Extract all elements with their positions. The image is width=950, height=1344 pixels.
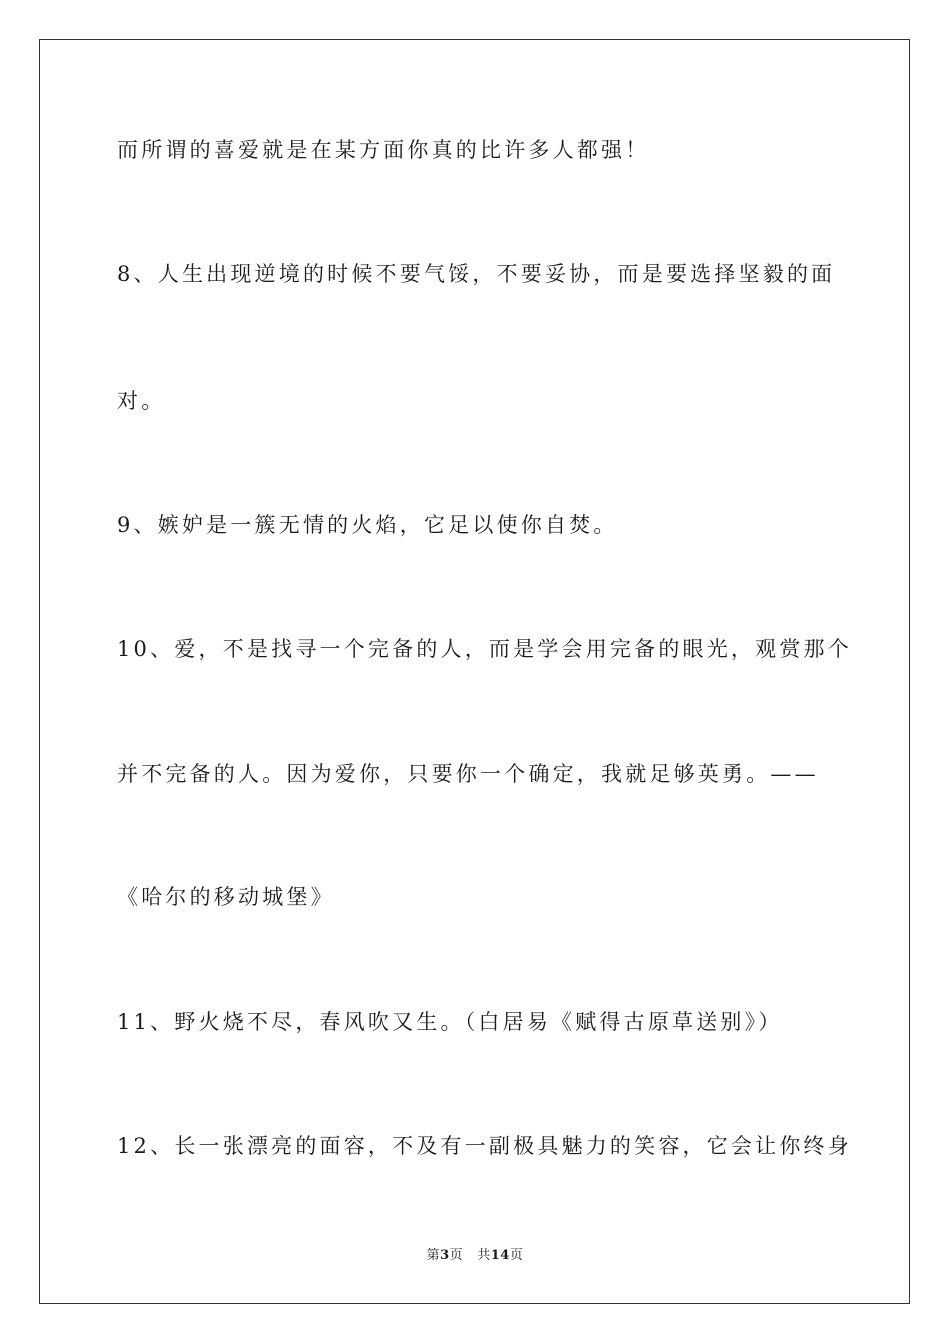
text-line-8: 11、野火烧不尽，春风吹又生。（白居易《赋得古原草送别》）: [117, 1010, 783, 1034]
text-line-6: 并不完备的人。因为爱你，只要你一个确定，我就足够英勇。——: [117, 762, 819, 786]
total-pages: 14: [490, 1248, 510, 1263]
text-line-3: 对。: [117, 389, 166, 413]
text-line-5: 10、爱，不是找寻一个完备的人，而是学会用完备的眼光，观赏那个: [117, 637, 852, 661]
text-line-9: 12、长一张漂亮的面容，不及有一副极具魅力的笑容，它会让你终身: [117, 1134, 852, 1158]
total-prefix: 共: [477, 1248, 491, 1263]
text-line-4: 9、嫉妒是一簇无情的火焰，它足以使你自焚。: [117, 513, 618, 537]
text-line-1: 而所谓的喜爱就是在某方面你真的比许多人都强！: [117, 138, 650, 162]
page-border: [39, 39, 910, 1304]
page-prefix: 第: [426, 1248, 441, 1263]
total-suffix: 页: [509, 1248, 524, 1263]
text-line-7: 《哈尔的移动城堡》: [117, 885, 335, 909]
page-footer: [0, 1249, 950, 1262]
page-suffix: 页: [449, 1248, 464, 1263]
page-number: 3: [440, 1248, 450, 1263]
text-line-2: 8、人生出现逆境的时候不要气馁，不要妥协，而是要选择坚毅的面: [117, 262, 836, 286]
